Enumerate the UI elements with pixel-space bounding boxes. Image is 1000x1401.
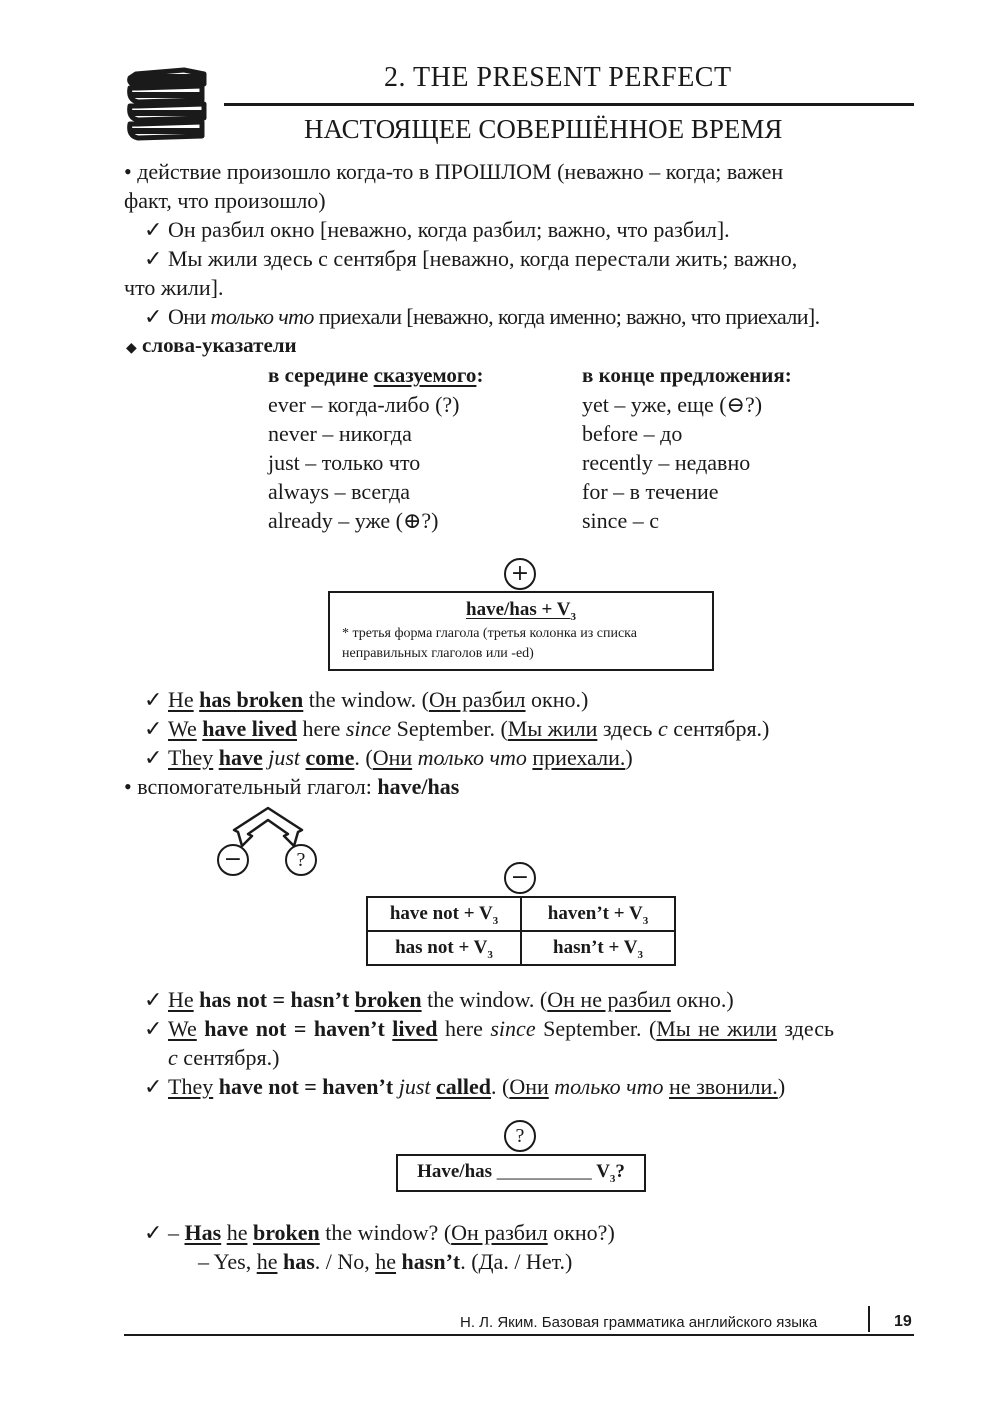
intro-bullet-line2: факт, что произошло) bbox=[124, 188, 326, 213]
positive-example-2: ✓ We have lived here since September. (Мы жили здесь с сентября.) bbox=[144, 716, 770, 741]
positive-formula-box bbox=[328, 591, 714, 671]
negative-cell-short-has: hasn’t + $V_3$ bbox=[520, 930, 676, 966]
page-subtitle: НАСТОЯЩЕЕ СОВЕРШЁННОЕ ВРЕМЯ bbox=[304, 114, 783, 144]
books-icon bbox=[124, 66, 208, 144]
negative-example-1: ✓ He has not = hasn’t broken the window. (Он не разбил окно.) bbox=[144, 987, 734, 1012]
check-icon: ✓ bbox=[144, 687, 163, 712]
positive-note-line2: неправильных глаголов или -ed) bbox=[342, 646, 534, 661]
minus-icon: − bbox=[217, 844, 249, 876]
positive-example-1: ✓ He has broken the window. (Он разбил окно.) bbox=[144, 687, 589, 712]
footer-source: Н. Л. Яким. Базовая грамматика английского языка bbox=[460, 1314, 818, 1331]
marker-item: since – с bbox=[582, 508, 659, 533]
question-icon: ? bbox=[504, 1120, 536, 1152]
check-icon: ✓ bbox=[144, 246, 163, 271]
check-icon: ✓ bbox=[144, 217, 163, 242]
check-icon: ✓ bbox=[144, 1220, 163, 1245]
question-formula: Have/has __________ $V_3$? bbox=[417, 1161, 625, 1185]
plus-icon: + bbox=[504, 558, 536, 590]
question-formula-box bbox=[396, 1154, 646, 1192]
marker-item: already – уже (⊕?) bbox=[268, 508, 439, 533]
marker-item: just – только что bbox=[268, 450, 421, 475]
intro-bullet-line1: • действие произошло когда-то в ПРОШЛОМ (неважно – когда; важен bbox=[124, 159, 784, 184]
check-icon: ✓ bbox=[144, 716, 163, 741]
footer-rule bbox=[124, 1334, 914, 1336]
intro-example-2b: что жили]. bbox=[124, 275, 224, 300]
check-icon: ✓ bbox=[144, 1016, 163, 1041]
check-icon: ✓ bbox=[144, 304, 162, 329]
marker-item: before – до bbox=[582, 421, 683, 446]
question-example-2: – Yes, he has. / No, he hasn’t. (Да. / Нет.) bbox=[198, 1249, 573, 1274]
title-rule bbox=[224, 103, 914, 106]
diamond-icon: ◆ bbox=[126, 341, 137, 356]
markers-col1-heading: в середине сказуемого: bbox=[268, 363, 484, 387]
page-title: 2. THE PRESENT PERFECT bbox=[384, 62, 732, 93]
negative-cell-full-have: have not + $V_3$ bbox=[366, 896, 522, 932]
minus-icon: − bbox=[504, 862, 536, 894]
marker-item: recently – недавно bbox=[582, 450, 751, 475]
positive-note-line1: * третья форма глагола (третья колонка из списка bbox=[342, 626, 637, 641]
marker-item: for – в течение bbox=[582, 479, 719, 504]
marker-item: never – никогда bbox=[268, 421, 412, 446]
intro-example-3: ✓ Они только что приехали [неважно, когда именно; важно, что приехали]. bbox=[144, 304, 820, 329]
positive-example-3: ✓ They have just come. (Они только что приехали.) bbox=[144, 745, 633, 770]
marker-item: yet – уже, еще (⊖?) bbox=[582, 392, 763, 417]
markers-heading: ◆ слова-указатели bbox=[126, 333, 297, 357]
negative-example-2a: ✓ We have not = haven’t lived here since September. (Мы не жили здесь bbox=[144, 1016, 834, 1041]
check-icon: ✓ bbox=[144, 987, 163, 1012]
positive-formula: have/has + $V_3$ bbox=[466, 599, 576, 623]
marker-item: always – всегда bbox=[268, 479, 411, 504]
intro-example-2a: ✓ Мы жили здесь с сентября [неважно, когда перестали жить; важно, bbox=[144, 246, 798, 271]
markers-col1-list bbox=[268, 390, 460, 535]
negative-cell-short-have: haven’t + $V_3$ bbox=[520, 896, 676, 932]
question-example-1: ✓ – Has he broken the window? (Он разбил окно?) bbox=[144, 1220, 615, 1245]
check-icon: ✓ bbox=[144, 1074, 163, 1099]
negative-example-3: ✓ They have not = haven’t just called. (Они только что не звонили.) bbox=[144, 1074, 786, 1099]
markers-col2-heading: в конце предложения: bbox=[582, 363, 792, 387]
intro-example-1: ✓ Он разбил окно [неважно, когда разбил; важно, что разбил]. bbox=[144, 217, 730, 242]
negative-cell-full-has: has not + $V_3$ bbox=[366, 930, 522, 966]
check-icon: ✓ bbox=[144, 745, 163, 770]
footer-divider bbox=[868, 1306, 870, 1332]
question-icon: ? bbox=[285, 844, 317, 876]
markers-col2-list bbox=[582, 390, 762, 535]
auxiliary-line: • вспомогательный глагол: have/has bbox=[124, 774, 460, 799]
marker-item: ever – когда-либо (?) bbox=[268, 392, 460, 417]
split-arrows-icon bbox=[228, 806, 308, 848]
page-number: 19 bbox=[894, 1313, 912, 1330]
negative-example-2b: с сентября.) bbox=[168, 1045, 280, 1070]
